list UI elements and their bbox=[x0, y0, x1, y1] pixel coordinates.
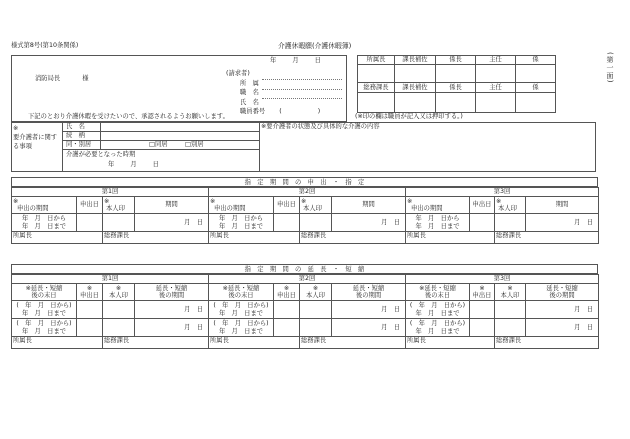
seal-cell[interactable] bbox=[300, 319, 332, 337]
section2-block-3 bbox=[405, 274, 599, 349]
col-end: ※延長・短縮 後の末日 bbox=[406, 284, 470, 301]
care-relation-label: 続 柄 bbox=[66, 132, 85, 139]
period-range[interactable]: ( 年 月 日から) 年 月 日まで bbox=[406, 319, 470, 337]
col-seal: ※ 本人印 bbox=[300, 197, 332, 214]
period-days[interactable]: 月 日 bbox=[135, 214, 209, 232]
period-range[interactable]: 年 月 日から 年 月 日まで bbox=[12, 214, 77, 232]
period-range[interactable]: ( 年 月 日から) 年 月 日まで bbox=[209, 319, 274, 337]
col-apply-period: ※ 申出の期間 bbox=[209, 197, 274, 214]
seal-cell[interactable] bbox=[300, 214, 332, 232]
care-recipient-label: ※ 要介護者に関する事項 bbox=[13, 125, 58, 150]
apply-date-cell[interactable] bbox=[274, 319, 300, 337]
applicant-post: 職 名 bbox=[240, 89, 259, 97]
apply-date-cell[interactable] bbox=[274, 214, 300, 232]
round-label: 第1回 bbox=[12, 275, 209, 284]
seal-cell[interactable] bbox=[495, 214, 526, 232]
applicant-header: (請求者) bbox=[226, 70, 250, 77]
date-line: 年 月 日 bbox=[270, 57, 321, 64]
period-range[interactable]: ( 年 月 日から) 年 月 日まで bbox=[12, 301, 77, 319]
seal-cell[interactable] bbox=[103, 214, 135, 232]
col-apply-date: 申出日 bbox=[274, 197, 300, 214]
seal-cell[interactable] bbox=[300, 301, 332, 319]
round-label: 第1回 bbox=[12, 188, 209, 197]
side-note: (第一面) bbox=[606, 52, 614, 84]
section2-block-1 bbox=[11, 274, 209, 349]
col-apply-date: ※ 申出日 bbox=[274, 284, 300, 301]
note-star: (※印の欄は職員が記入又は押印する。) bbox=[355, 113, 463, 120]
section1-block-3 bbox=[405, 187, 599, 244]
section2-title-box bbox=[11, 264, 598, 274]
apply-date-cell[interactable] bbox=[77, 214, 103, 232]
applicant-name: 氏 名 bbox=[240, 98, 259, 106]
care-name-label: 氏 名 bbox=[66, 123, 85, 130]
chief-sign[interactable]: 所属長 bbox=[209, 232, 300, 244]
period-days[interactable]: 月 日 bbox=[526, 214, 599, 232]
request-sentence: 下記のとおり介護休暇を受けたいので、承認されるようお願いします。 bbox=[28, 113, 229, 120]
col-apply-date: ※ 申出日 bbox=[470, 284, 495, 301]
col-apply-date: 申出日 bbox=[77, 197, 103, 214]
approval-grid: 所属長 課長補佐 係長 主任 係 総務課長 課長補佐 係長 主任 係 bbox=[357, 55, 595, 113]
period-days[interactable]: 月 日 bbox=[526, 319, 599, 337]
gen-chief-sign[interactable]: 総務課長 bbox=[300, 232, 406, 244]
gen-chief-sign[interactable]: 総務課長 bbox=[103, 337, 209, 349]
col-period: 延長・短縮 後の期間 bbox=[526, 284, 599, 301]
section1-block-2 bbox=[208, 187, 406, 244]
apply-date-cell[interactable] bbox=[77, 301, 103, 319]
period-days[interactable]: 月 日 bbox=[135, 301, 209, 319]
care-state-label: ※要介護者の状態及び具体的な介護の内容 bbox=[261, 123, 380, 130]
col-end: ※延長・短縮 後の末日 bbox=[12, 284, 77, 301]
seal-cell[interactable] bbox=[103, 319, 135, 337]
period-days[interactable]: 月 日 bbox=[332, 301, 406, 319]
period-range[interactable]: 年 月 日から 年 月 日まで bbox=[209, 214, 274, 232]
chief-sign[interactable]: 所属長 bbox=[12, 337, 103, 349]
col-seal: ※ 本人印 bbox=[103, 284, 135, 301]
round-label: 第3回 bbox=[406, 188, 599, 197]
period-range[interactable]: ( 年 月 日から) 年 月 日まで bbox=[406, 301, 470, 319]
apply-date-cell[interactable] bbox=[274, 301, 300, 319]
col-seal: ※ 本人印 bbox=[103, 197, 135, 214]
chief-sign[interactable]: 所属長 bbox=[406, 232, 495, 244]
care-cohabit-label: 同・別居 bbox=[66, 141, 92, 148]
gen-chief-sign[interactable]: 総務課長 bbox=[495, 232, 599, 244]
care-need-date: 年 月 日 bbox=[108, 161, 159, 168]
section2-title: 指 定 期 間 の 延 長 ・ 短 縮 bbox=[244, 266, 365, 273]
col-period: 期間 bbox=[332, 197, 406, 214]
col-seal: ※ 本人印 bbox=[495, 284, 526, 301]
seal-cell[interactable] bbox=[103, 301, 135, 319]
apply-date-cell[interactable] bbox=[470, 214, 495, 232]
applicant-block bbox=[226, 69, 320, 117]
round-label: 第2回 bbox=[209, 275, 406, 284]
col-seal: ※ 本人印 bbox=[300, 284, 332, 301]
period-range[interactable]: ( 年 月 日から) 年 月 日まで bbox=[209, 301, 274, 319]
col-apply-date: ※ 申出日 bbox=[77, 284, 103, 301]
applicant-office: 所 属 bbox=[240, 79, 259, 87]
col-period: 期間 bbox=[135, 197, 209, 214]
chief-sign[interactable]: 所属長 bbox=[12, 232, 103, 244]
col-period: 延長・短縮 後の期間 bbox=[332, 284, 406, 301]
form-code: 様式第8号(第10条関係) bbox=[11, 42, 79, 49]
period-range[interactable]: ( 年 月 日から) 年 月 日まで bbox=[12, 319, 77, 337]
seal-cell[interactable] bbox=[495, 319, 526, 337]
period-days[interactable]: 月 日 bbox=[135, 319, 209, 337]
col-seal: ※ 本人印 bbox=[495, 197, 526, 214]
addressee: 消防局長 様 bbox=[35, 75, 89, 82]
col-end: ※延長・短縮 後の末日 bbox=[209, 284, 274, 301]
col-apply-period: ※ 申出の期間 bbox=[406, 197, 470, 214]
col-apply-date: 申出日 bbox=[470, 197, 495, 214]
col-period: 延長・短縮 後の期間 bbox=[135, 284, 209, 301]
period-days[interactable]: 月 日 bbox=[332, 214, 406, 232]
col-apply-period: ※ 申出の期間 bbox=[12, 197, 77, 214]
form-title: 介護休暇願(介護休暇簿) bbox=[278, 42, 352, 50]
round-label: 第3回 bbox=[406, 275, 599, 284]
care-need-time-label: 介護が必要となった時期 bbox=[66, 151, 136, 158]
gen-chief-sign[interactable]: 総務課長 bbox=[300, 337, 406, 349]
round-label: 第2回 bbox=[209, 188, 406, 197]
chief-sign[interactable]: 所属長 bbox=[209, 337, 300, 349]
seal-cell[interactable] bbox=[495, 301, 526, 319]
period-range[interactable]: 年 月 日から 年 月 日まで bbox=[406, 214, 470, 232]
section2-block-2 bbox=[208, 274, 406, 349]
apply-date-cell[interactable] bbox=[470, 301, 495, 319]
gen-chief-sign[interactable]: 総務課長 bbox=[495, 337, 599, 349]
chief-sign[interactable]: 所属長 bbox=[406, 337, 495, 349]
period-days[interactable]: 月 日 bbox=[526, 301, 599, 319]
period-days[interactable]: 月 日 bbox=[332, 319, 406, 337]
cohabit-diff-checkbox[interactable]: □別居 bbox=[185, 141, 204, 148]
applicant-staff-no: 職員番号 ( ) bbox=[240, 108, 321, 116]
section1-block-1 bbox=[11, 187, 209, 244]
apply-date-cell[interactable] bbox=[77, 319, 103, 337]
col-period: 期間 bbox=[526, 197, 599, 214]
section1-title: 指 定 期 間 の 申 出 ・ 指 定 bbox=[244, 179, 365, 186]
gen-chief-sign[interactable]: 総務課長 bbox=[103, 232, 209, 244]
cohabit-same-checkbox[interactable]: □同居 bbox=[149, 141, 168, 148]
section1-title-box bbox=[11, 177, 598, 187]
apply-date-cell[interactable] bbox=[470, 319, 495, 337]
